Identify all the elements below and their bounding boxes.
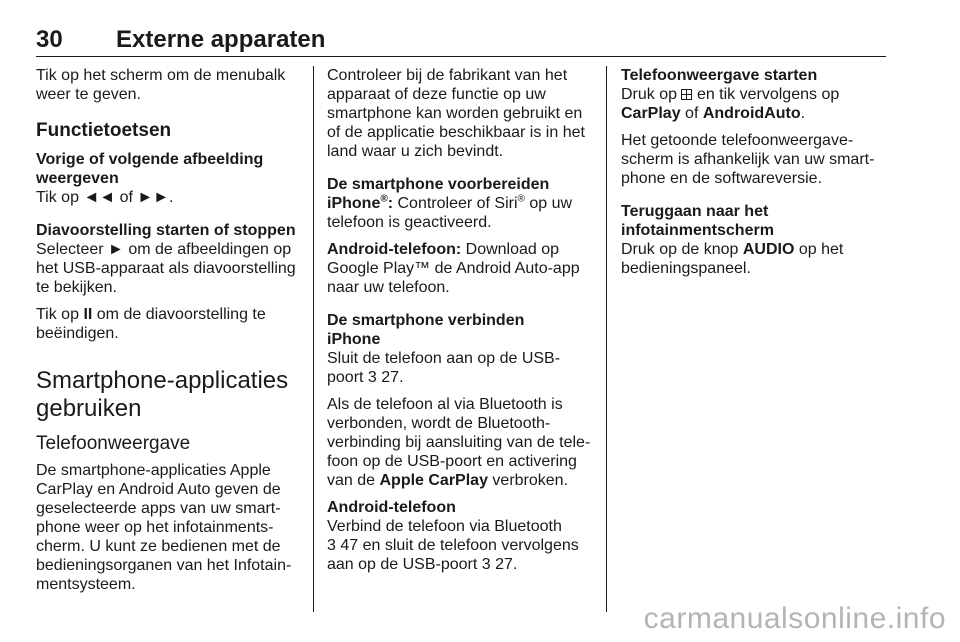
page-ref-arrow-icon: 3 [367,369,377,386]
home-grid-icon [681,89,692,100]
page-ref-arrow-icon: 3 [481,556,491,573]
header-divider [36,56,886,57]
paragraph-tik-op-pause: Tik op II om de diavoorstelling te beëindigen. [36,306,266,342]
heading-smartphone-applicaties: Smartphone-applicaties gebruiken [36,367,289,422]
subheading-iphone: iPhone [327,331,381,348]
paragraph-iphone-siri: iPhone®: Controleer of Siri® op uw telefoon is geactiveerd. [327,193,573,231]
paragraph-telefoonweergave: De smartphone-applicaties Apple CarPlay en Android Auto geven de geselecteerde apps van uw smartphone weer op het infotainmentscherm. U kunt ze bedienen met de bedieningsorganen van het Infotainmentsysteem. [36,462,292,593]
subheading-diavoorstelling: Diavoorstelling starten of stoppen [36,222,296,239]
paragraph-druk-op: Druk op en tik vervolgens op CarPlay of AndroidAuto. [621,86,840,122]
subheading-vorige-volgende: Vorige of volgende afbeelding weergeven [36,151,264,187]
paragraph-bluetooth: Als de telefoon al via Bluetooth is verbonden, wordt de Bluetooth-verbinding bij aansluiting van de telefoon op de USB-poort en activering van de Apple CarPlay verbroken. [327,396,591,489]
paragraph-usb: Sluit de telefoon aan op de USB-poort 3 27. [327,350,561,386]
page-ref-link[interactable]: 27. [381,369,404,386]
subheading-teruggaan: Teruggaan naar het infotainmentscherm [621,203,774,239]
fast-forward-icon: ►► [137,189,170,206]
paragraph-getoonde: Het getoonde telefoonweergavescherm is afhankelijk van uw smartphone en de softwareversie. [621,132,875,187]
heading-telefoonweergave: Telefoonweergave [36,433,191,454]
column-divider-2 [606,66,607,612]
page-number: 30 [36,26,63,53]
subheading-android-telefoon: Android-telefoon [327,499,456,516]
page-title: Externe apparaten [116,26,326,53]
rewind-icon: ◄◄ [83,189,116,206]
paragraph-android: Android-telefoon: Download op Google Play™ de Android Auto-app naar uw telefoon. [327,241,580,296]
column-2 [327,66,595,582]
play-icon: ► [108,241,124,258]
column-1 [36,66,301,602]
subheading-verbinden: De smartphone verbinden [327,312,525,329]
page-ref-arrow-icon: 3 [327,537,336,554]
page-header [36,26,886,52]
subheading-voorbereiden: De smartphone voorbereiden [327,176,550,193]
page-ref-link[interactable]: 47 en sluit de telefoon vervolgens aan op de USB-poort [327,537,579,573]
paragraph-tik-op: Tik op ◄◄ of ►►. [36,189,174,206]
paragraph-audio: Druk op de knop AUDIO op het bedieningspaneel. [621,241,844,277]
column-3 [621,66,889,286]
paragraph-android-verbinden: Verbind de telefoon via Bluetooth 3 47 en sluit de telefoon vervolgens aan op de USB-poort 3 27. [327,518,579,573]
subheading-starten: Telefoonweergave starten [621,67,818,84]
column-divider-1 [313,66,314,612]
watermark: carmanualsonline.info [643,602,946,635]
heading-functietoetsen: Functietoetsen [36,120,172,141]
paragraph-controleer: Controleer bij de fabrikant van het apparaat of deze functie op uw smartphone kan worden gebruikt en of de applicatie beschikbaar is in het land waar u zich bevindt. [327,67,585,160]
paragraph-menubalk: Tik op het scherm om de menubalk weer te geven. [36,67,286,103]
paragraph-selecteer: Selecteer ► om de afbeeldingen op het USB-apparaat als diavoorstelling te bekijken. [36,241,296,296]
page-ref-link[interactable]: 27. [495,556,518,573]
pause-icon: II [83,306,93,323]
